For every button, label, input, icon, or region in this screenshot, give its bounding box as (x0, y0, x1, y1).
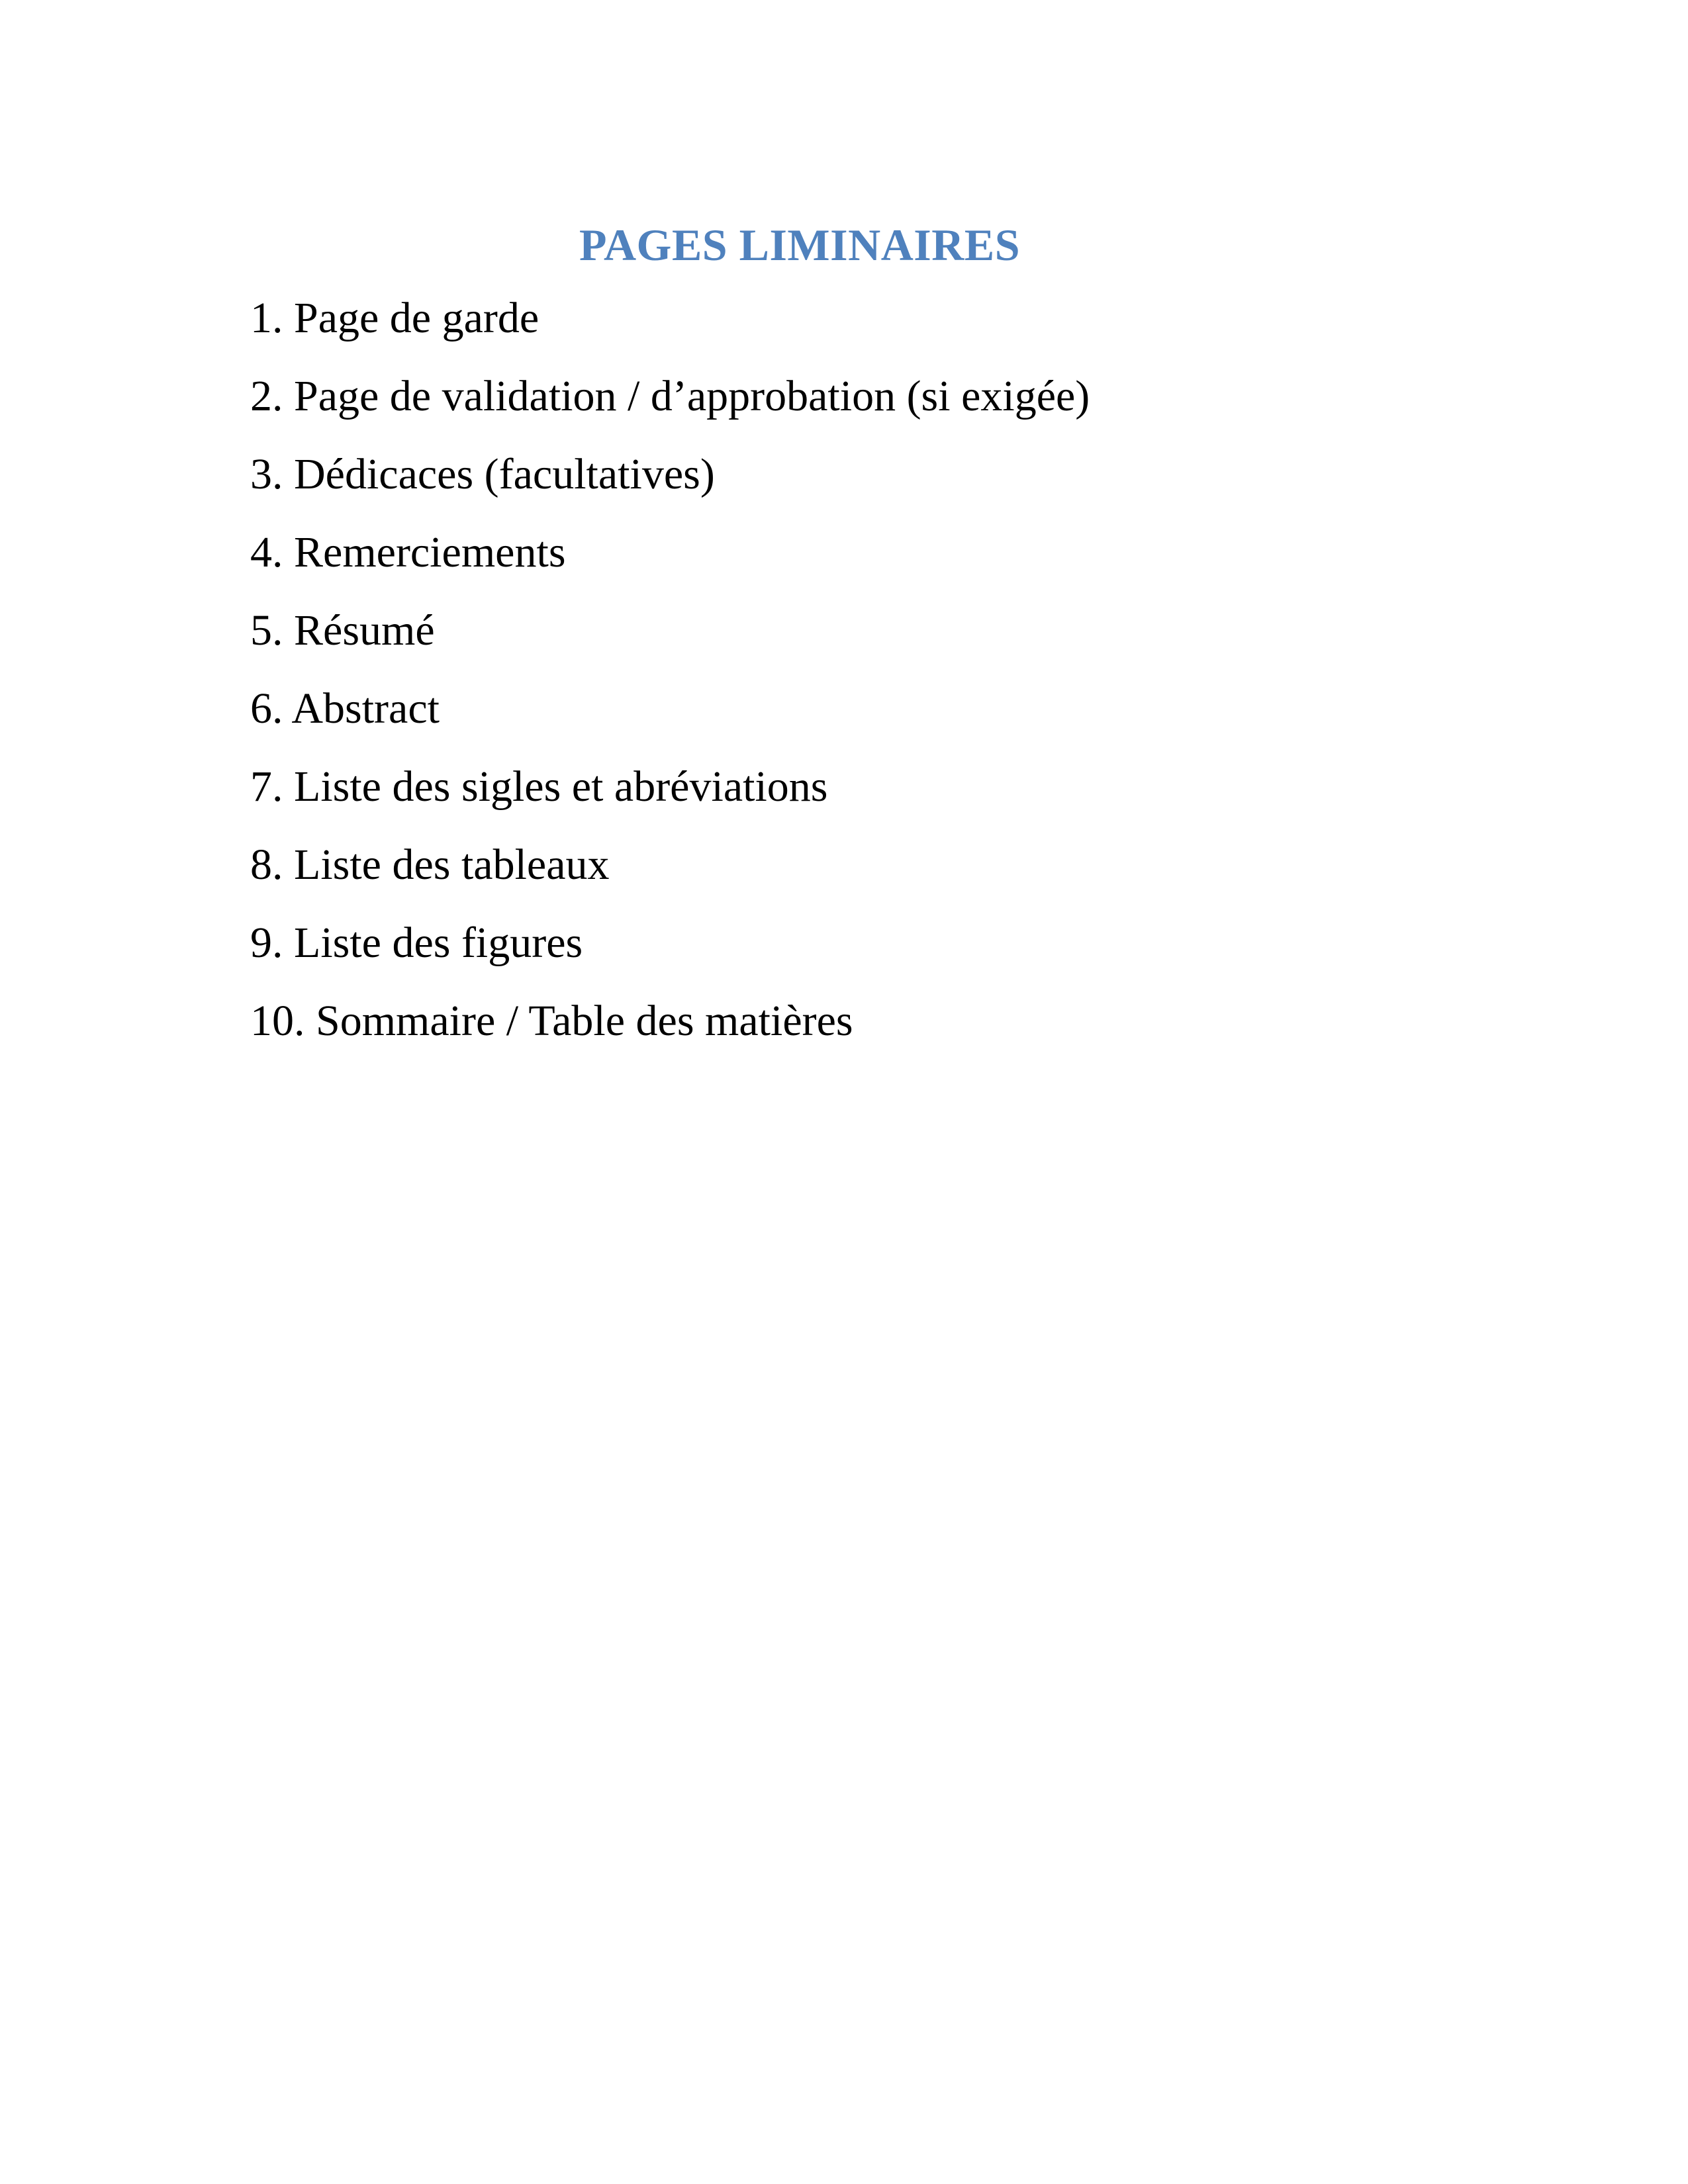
title-row (0, 218, 1688, 273)
list-item: 8. Liste des tableaux (250, 840, 610, 889)
list-item: 2. Page de validation / d’approbation (si exigée) (250, 371, 1090, 420)
page-title: PAGES LIMINAIRES (579, 220, 1021, 270)
list-item: 3. Dédicaces (facultatives) (250, 449, 715, 498)
liminaires-list (0, 279, 1688, 1060)
list-item: 6. Abstract (250, 684, 440, 733)
list-item: 7. Liste des sigles et abréviations (250, 762, 828, 811)
list-item: 4. Remerciements (250, 527, 566, 576)
list-item: 9. Liste des figures (250, 918, 583, 967)
list-item: 5. Résumé (250, 606, 435, 655)
list-item: 1. Page de garde (250, 293, 539, 342)
list-item: 10. Sommaire / Table des matières (250, 996, 853, 1045)
